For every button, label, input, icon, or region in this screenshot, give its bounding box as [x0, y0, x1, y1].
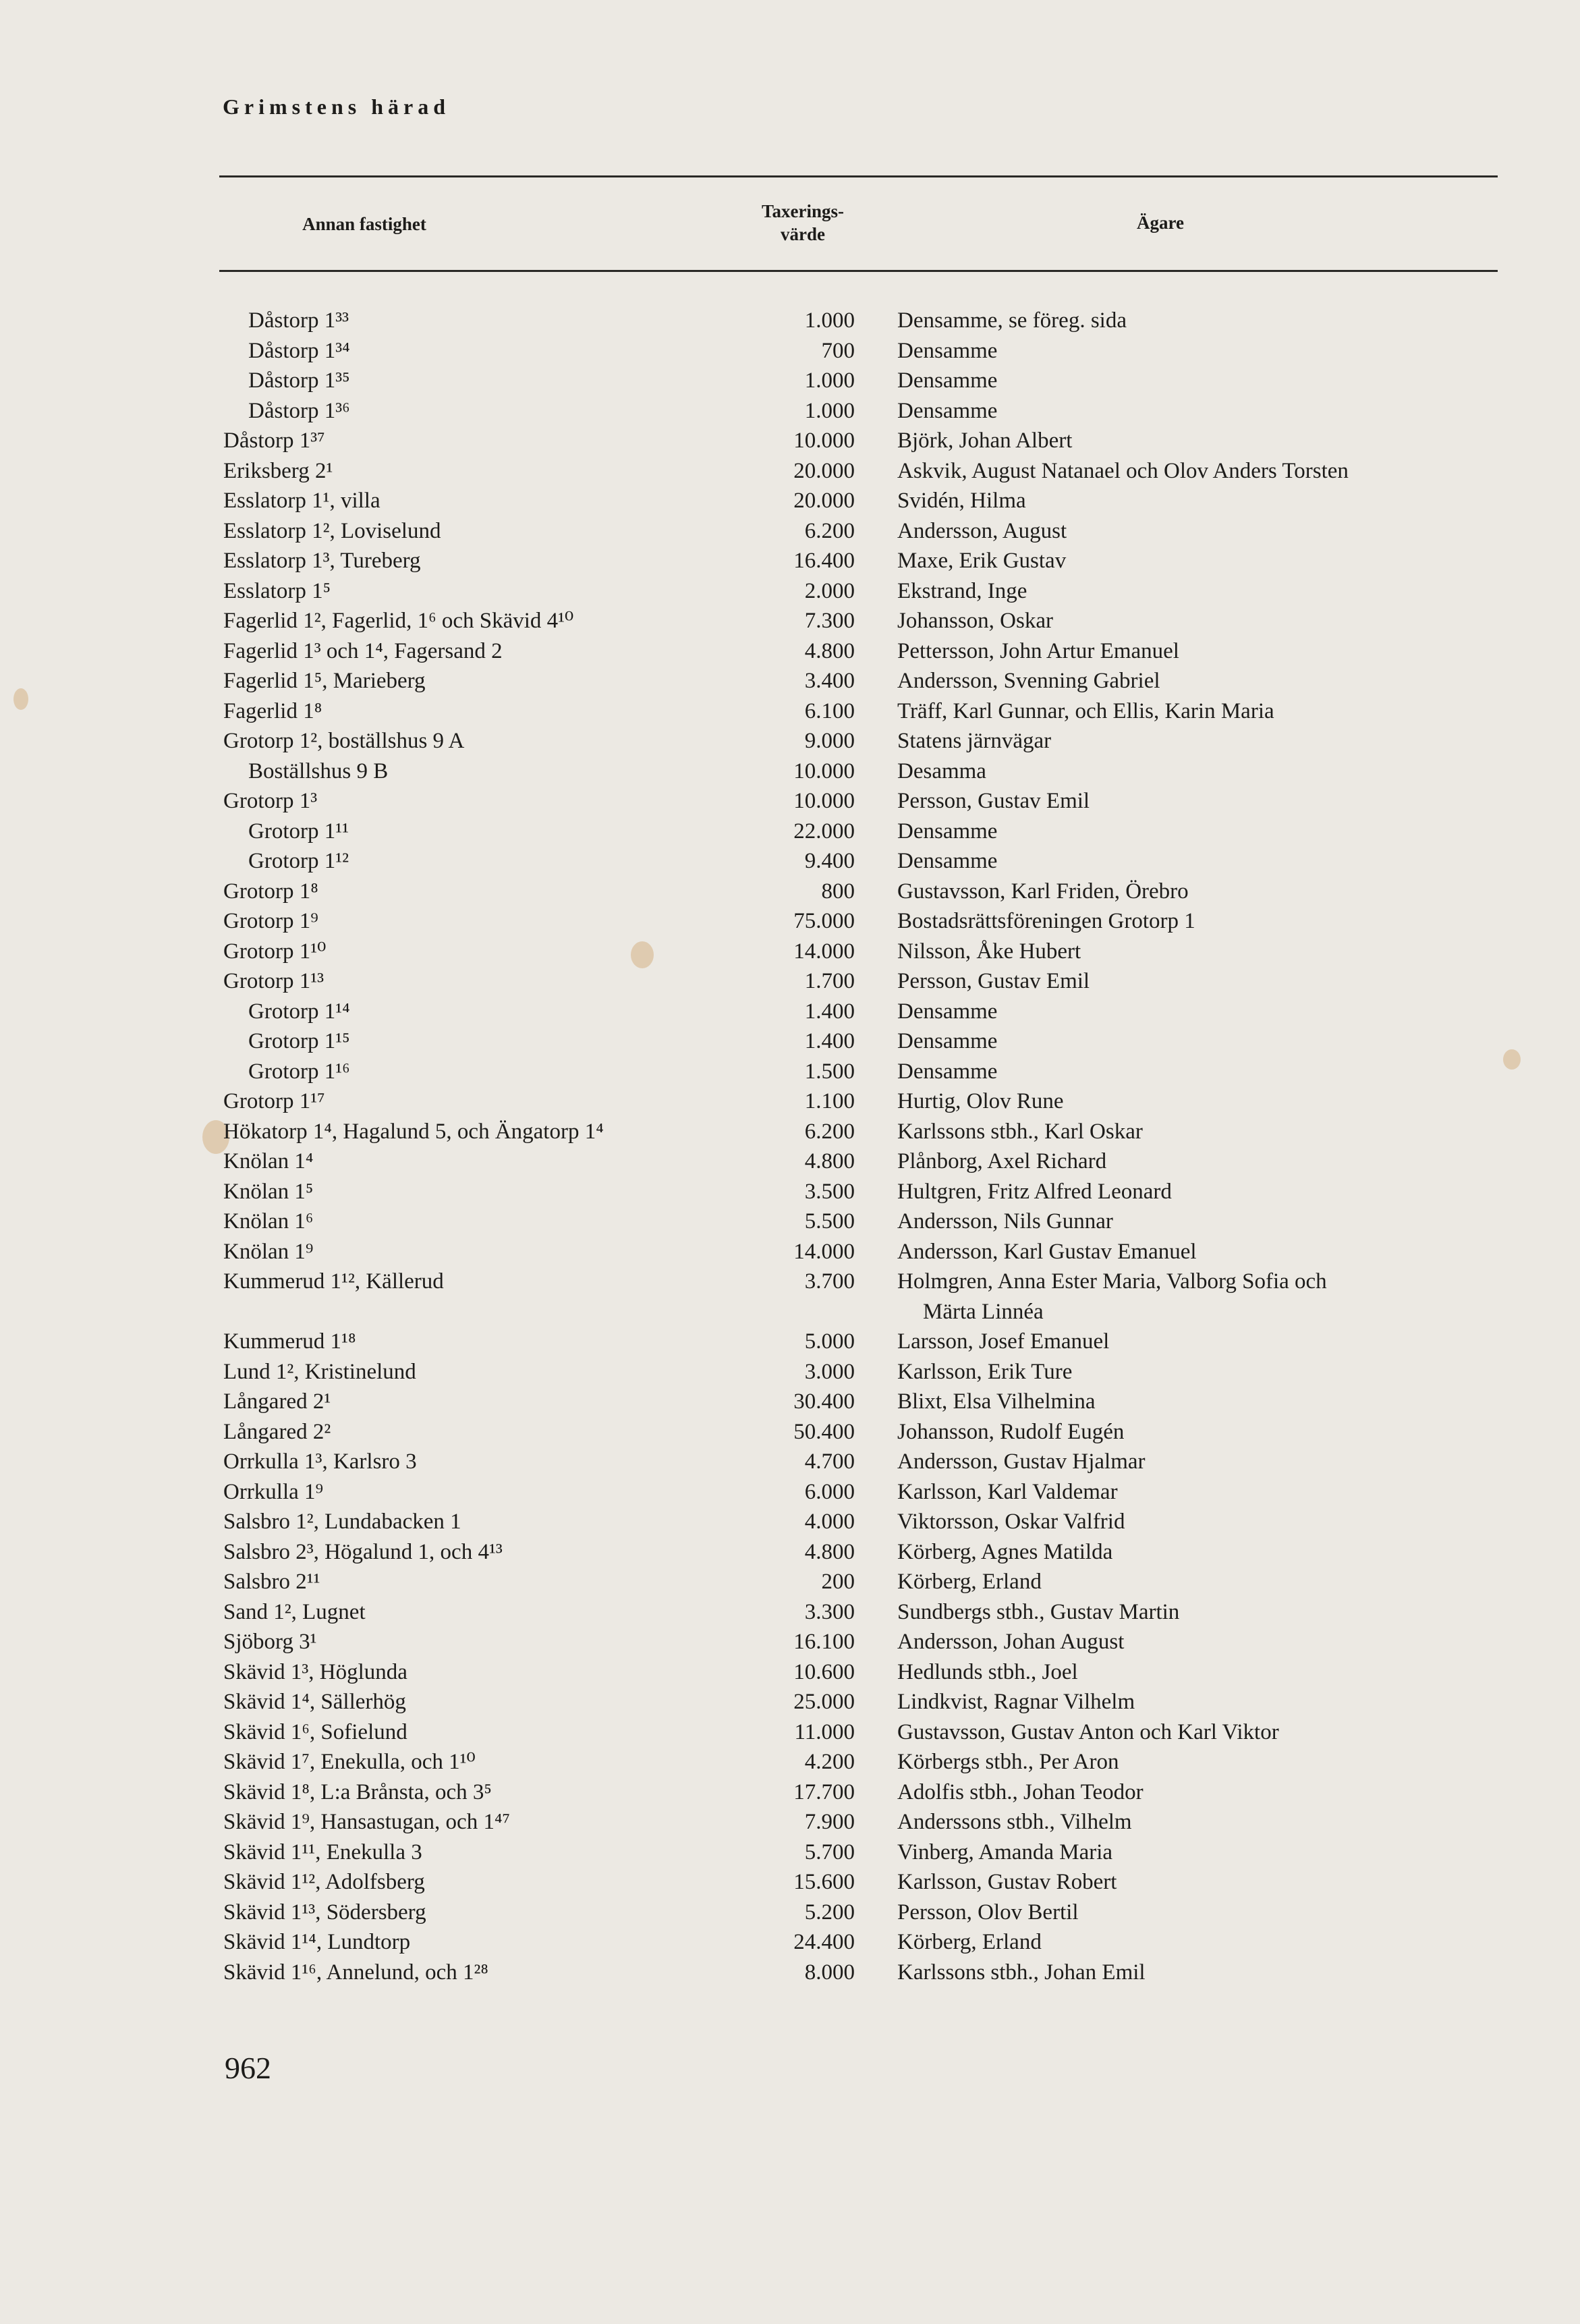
owner-cell	[897, 726, 1504, 756]
value-cell: 2.000	[804, 578, 855, 603]
owner-cell	[897, 877, 1504, 907]
property-cell: Grotorp 1¹⁷	[223, 1089, 325, 1113]
table-row	[0, 1117, 1580, 1147]
property-cell: Skävid 1¹⁴, Lundtorp	[223, 1930, 411, 1954]
property-cell: Grotorp 1⁸	[223, 879, 318, 904]
owner-cell	[897, 1146, 1504, 1177]
owner-cell	[897, 756, 1504, 787]
owner-text: Statens järnvägar	[897, 729, 1052, 753]
table-row	[0, 1747, 1580, 1777]
owner-text: Blixt, Elsa Vilhelmina	[897, 1389, 1096, 1414]
property-cell: Skävid 1⁴, Sällerhög	[223, 1690, 406, 1714]
value-cell: 9.000	[804, 729, 855, 753]
property-cell: Esslatorp 1¹, villa	[223, 489, 380, 513]
value-cell: 14.000	[793, 939, 855, 964]
owner-text: Körberg, Agnes Matilda	[897, 1539, 1113, 1564]
owner-cell	[897, 366, 1504, 396]
property-cell: Fagerlid 1², Fagerlid, 1⁶ och Skävid 4¹⁰	[223, 609, 574, 633]
property-cell: Kummerud 1¹², Källerud	[223, 1269, 444, 1294]
property-cell: Dåstorp 1³⁵	[248, 368, 350, 393]
owner-cell	[897, 576, 1504, 607]
owner-text: Holmgren, Anna Ester Maria, Valborg Sofia och	[897, 1269, 1327, 1294]
owner-cell	[897, 1117, 1504, 1147]
property-cell: Grotorp 1¹²	[248, 849, 349, 873]
table-row	[0, 696, 1580, 727]
owner-cell	[897, 1597, 1504, 1628]
owner-cell	[897, 937, 1504, 967]
property-cell: Fagerlid 1⁵, Marieberg	[223, 669, 426, 693]
owner-text: Andersson, Gustav Hjalmar	[897, 1449, 1146, 1474]
table-row	[0, 1927, 1580, 1958]
value-cell: 4.800	[804, 1539, 855, 1564]
owner-text: Desamma	[897, 758, 986, 783]
property-cell: Dåstorp 1³³	[248, 308, 349, 333]
table-row	[0, 1417, 1580, 1447]
owner-text: Densamme	[897, 398, 998, 423]
owner-text: Adolfis stbh., Johan Teodor	[897, 1779, 1144, 1804]
property-cell: Långared 2²	[223, 1419, 331, 1444]
value-cell: 10.000	[793, 428, 855, 453]
value-cell: 1.500	[804, 1059, 855, 1084]
property-cell: Esslatorp 1⁵	[223, 578, 331, 603]
owner-cell	[897, 1898, 1504, 1928]
owner-text: Densamme	[897, 849, 998, 873]
owner-cell	[897, 1807, 1504, 1837]
header-rule-top	[219, 175, 1498, 177]
owner-text: Karlssons stbh., Karl Oskar	[897, 1119, 1143, 1144]
table-row	[0, 1327, 1580, 1357]
header-rule-bottom	[219, 270, 1498, 272]
property-cell: Hökatorp 1⁴, Hagalund 5, och Ängatorp 1⁴	[223, 1119, 604, 1144]
table-row	[0, 1687, 1580, 1717]
page-number: 962	[225, 2051, 271, 2085]
owner-text: Körberg, Erland	[897, 1930, 1042, 1954]
owner-cell	[897, 1567, 1504, 1597]
table-row	[0, 1177, 1580, 1207]
owner-cell	[897, 396, 1504, 426]
property-cell: Sand 1², Lugnet	[223, 1599, 366, 1624]
owner-text: Andersson, Svenning Gabriel	[897, 669, 1160, 693]
table-row	[0, 1898, 1580, 1928]
value-cell: 4.800	[804, 638, 855, 663]
owner-text: Plånborg, Axel Richard	[897, 1149, 1107, 1173]
table-row	[0, 1627, 1580, 1657]
property-cell: Grotorp 1¹⁵	[248, 1029, 350, 1053]
owner-text: Körbergs stbh., Per Aron	[897, 1750, 1119, 1774]
owner-text: Sundbergs stbh., Gustav Martin	[897, 1599, 1180, 1624]
value-cell: 3.700	[804, 1269, 855, 1294]
owner-text: Karlssons stbh., Johan Emil	[897, 1960, 1146, 1985]
value-cell: 1.000	[804, 398, 855, 423]
table-row	[0, 817, 1580, 847]
value-cell: 3.300	[804, 1599, 855, 1624]
owner-text: Andersson, Johan August	[897, 1630, 1125, 1654]
table-row	[0, 1537, 1580, 1568]
owner-cell	[897, 636, 1504, 667]
table-row	[0, 966, 1580, 997]
value-cell: 5.700	[804, 1839, 855, 1864]
table-row	[0, 336, 1580, 366]
table-row	[0, 636, 1580, 667]
table-row	[0, 1807, 1580, 1837]
table-row	[0, 1026, 1580, 1057]
owner-text: Densamme	[897, 368, 998, 393]
owner-text: Körberg, Erland	[897, 1570, 1042, 1594]
value-cell: 10.000	[793, 789, 855, 813]
owner-text: Gustavsson, Karl Friden, Örebro	[897, 879, 1189, 904]
property-cell: Knölan 1⁵	[223, 1179, 314, 1204]
table-row	[0, 877, 1580, 907]
table-row	[0, 306, 1580, 336]
value-cell: 3.400	[804, 669, 855, 693]
value-cell: 10.000	[793, 758, 855, 783]
owner-text: Vinberg, Amanda Maria	[897, 1839, 1113, 1864]
owner-cell	[897, 306, 1504, 336]
property-cell: Skävid 1¹¹, Enekulla 3	[223, 1839, 422, 1864]
owner-cell	[897, 1026, 1504, 1057]
value-cell: 6.200	[804, 1119, 855, 1144]
column-header-value-line1: Taxerings-	[761, 201, 844, 221]
owner-text: Bostadsrättsföreningen Grotorp 1	[897, 909, 1195, 933]
table-row	[0, 366, 1580, 396]
value-cell: 3.500	[804, 1179, 855, 1204]
value-cell: 50.400	[793, 1419, 855, 1444]
table-row	[0, 1086, 1580, 1117]
owner-cell	[897, 486, 1504, 516]
property-cell: Skävid 1¹⁶, Annelund, och 1²⁸	[223, 1960, 488, 1985]
property-cell: Lund 1², Kristinelund	[223, 1359, 416, 1384]
owner-text: Andersson, Nils Gunnar	[897, 1209, 1113, 1234]
owner-text: Pettersson, John Artur Emanuel	[897, 638, 1179, 663]
property-cell: Skävid 1⁹, Hansastugan, och 1⁴⁷	[223, 1810, 510, 1834]
owner-cell	[897, 1447, 1504, 1477]
owner-text: Johansson, Rudolf Eugén	[897, 1419, 1125, 1444]
owner-cell	[897, 1867, 1504, 1898]
table-row	[0, 726, 1580, 756]
page-header: Grimstens härad	[223, 94, 450, 119]
owner-text-continued: Märta Linnéa	[923, 1299, 1044, 1324]
owner-text: Densamme	[897, 338, 998, 363]
value-cell: 5.000	[804, 1329, 855, 1354]
property-cell: Skävid 1⁸, L:a Brånsta, och 3⁵	[223, 1779, 492, 1804]
value-cell: 800	[821, 879, 855, 904]
owner-text: Karlsson, Karl Valdemar	[897, 1479, 1118, 1504]
property-cell: Skävid 1⁷, Enekulla, och 1¹⁰	[223, 1750, 476, 1774]
owner-text: Hurtig, Olov Rune	[897, 1089, 1064, 1113]
value-cell: 1.400	[804, 999, 855, 1024]
table-row	[0, 426, 1580, 456]
property-cell: Skävid 1¹², Adolfsberg	[223, 1870, 425, 1894]
owner-text: Lindkvist, Ragnar Vilhelm	[897, 1690, 1135, 1714]
owner-cell	[897, 336, 1504, 366]
table-row	[0, 486, 1580, 516]
owner-cell	[897, 1537, 1504, 1568]
table-row	[0, 1237, 1580, 1267]
table-row	[0, 1477, 1580, 1507]
owner-cell	[897, 1177, 1504, 1207]
property-cell: Skävid 1³, Höglunda	[223, 1659, 407, 1684]
owner-text: Hultgren, Fritz Alfred Leonard	[897, 1179, 1172, 1204]
owner-cell	[897, 1747, 1504, 1777]
owner-cell	[897, 1267, 1504, 1327]
property-cell: Orrkulla 1³, Karlsro 3	[223, 1449, 417, 1474]
value-cell: 7.900	[804, 1810, 855, 1834]
table-row	[0, 937, 1580, 967]
owner-text: Andersson, Karl Gustav Emanuel	[897, 1239, 1197, 1264]
owner-text: Persson, Gustav Emil	[897, 969, 1090, 993]
value-cell: 10.600	[793, 1659, 855, 1684]
property-cell: Dåstorp 1³⁴	[248, 338, 350, 363]
value-cell: 20.000	[793, 489, 855, 513]
property-cell: Grotorp 1¹⁶	[248, 1059, 350, 1084]
value-cell: 8.000	[804, 1960, 855, 1985]
owner-cell	[897, 516, 1504, 547]
property-cell: Skävid 1¹³, Södersberg	[223, 1900, 426, 1925]
owner-cell	[897, 1057, 1504, 1087]
value-cell: 1.100	[804, 1089, 855, 1113]
property-cell: Salsbro 2¹¹	[223, 1570, 320, 1594]
value-cell: 16.400	[793, 549, 855, 573]
owner-cell	[897, 1237, 1504, 1267]
owner-cell	[897, 1958, 1504, 1988]
property-cell: Grotorp 1³	[223, 789, 318, 813]
owner-text: Askvik, August Natanael och Olov Anders Torsten	[897, 458, 1349, 483]
owner-text: Densamme, se föreg. sida	[897, 308, 1127, 333]
value-cell: 3.000	[804, 1359, 855, 1384]
column-header-value-line2: värde	[781, 224, 825, 244]
owner-cell	[897, 606, 1504, 636]
value-cell: 4.000	[804, 1510, 855, 1534]
property-cell: Esslatorp 1², Loviselund	[223, 518, 441, 543]
property-cell: Orrkulla 1⁹	[223, 1479, 324, 1504]
table-row	[0, 1867, 1580, 1898]
table-row	[0, 786, 1580, 817]
table-row	[0, 1146, 1580, 1177]
property-cell: Fagerlid 1³ och 1⁴, Fagersand 2	[223, 638, 503, 663]
owner-text: Karlsson, Erik Ture	[897, 1359, 1073, 1384]
owner-cell	[897, 817, 1504, 847]
value-cell: 4.200	[804, 1750, 855, 1774]
owner-cell	[897, 1086, 1504, 1117]
value-cell: 7.300	[804, 609, 855, 633]
table-row	[0, 1837, 1580, 1868]
table-row	[0, 666, 1580, 696]
value-cell: 20.000	[793, 458, 855, 483]
owner-cell	[897, 666, 1504, 696]
owner-cell	[897, 1357, 1504, 1387]
table-row	[0, 846, 1580, 877]
table-row	[0, 1207, 1580, 1237]
value-cell: 15.600	[793, 1870, 855, 1894]
owner-text: Andersson, August	[897, 518, 1067, 543]
owner-cell	[897, 1417, 1504, 1447]
value-cell: 5.500	[804, 1209, 855, 1234]
owner-cell	[897, 966, 1504, 997]
column-header-property: Annan fastighet	[302, 214, 426, 234]
table-row	[0, 606, 1580, 636]
table-row	[0, 1717, 1580, 1748]
table-row	[0, 1387, 1580, 1417]
owner-cell	[897, 1477, 1504, 1507]
table-row	[0, 576, 1580, 607]
value-cell: 17.700	[793, 1779, 855, 1804]
value-cell: 5.200	[804, 1900, 855, 1925]
property-cell: Eriksberg 2¹	[223, 458, 333, 483]
owner-text: Persson, Gustav Emil	[897, 789, 1090, 813]
property-cell: Långared 2¹	[223, 1389, 331, 1414]
value-cell: 16.100	[793, 1630, 855, 1654]
value-cell: 200	[821, 1570, 855, 1594]
owner-text: Viktorsson, Oskar Valfrid	[897, 1510, 1125, 1534]
owner-cell	[897, 1207, 1504, 1237]
table-row	[0, 1597, 1580, 1628]
value-cell: 700	[821, 338, 855, 363]
property-cell: Knölan 1⁴	[223, 1149, 314, 1173]
value-cell: 1.000	[804, 308, 855, 333]
owner-cell	[897, 546, 1504, 576]
value-cell: 30.400	[793, 1389, 855, 1414]
owner-cell	[897, 1837, 1504, 1868]
property-cell: Grotorp 1¹³	[223, 969, 325, 993]
owner-text: Karlsson, Gustav Robert	[897, 1870, 1117, 1894]
owner-text: Gustavsson, Gustav Anton och Karl Viktor	[897, 1719, 1279, 1744]
table-row	[0, 1777, 1580, 1808]
property-cell: Knölan 1⁶	[223, 1209, 314, 1234]
table-row	[0, 1958, 1580, 1988]
column-header-value	[735, 200, 870, 246]
owner-text: Nilsson, Åke Hubert	[897, 939, 1081, 964]
property-cell: Skävid 1⁶, Sofielund	[223, 1719, 407, 1744]
table-row	[0, 1507, 1580, 1537]
value-cell: 22.000	[793, 819, 855, 843]
owner-cell	[897, 1387, 1504, 1417]
owner-text: Densamme	[897, 1059, 998, 1084]
value-cell: 1.400	[804, 1029, 855, 1053]
table-row	[0, 1057, 1580, 1087]
column-header-owner: Ägare	[1137, 213, 1184, 233]
property-cell: Grotorp 1¹⁴	[248, 999, 350, 1024]
property-cell: Dåstorp 1³⁶	[248, 398, 350, 423]
value-cell: 25.000	[793, 1690, 855, 1714]
table-row	[0, 997, 1580, 1027]
property-cell: Fagerlid 1⁸	[223, 698, 322, 723]
table-row	[0, 1567, 1580, 1597]
owner-text: Träff, Karl Gunnar, och Ellis, Karin Maria	[897, 698, 1274, 723]
property-cell: Kummerud 1¹⁸	[223, 1329, 356, 1354]
property-cell: Dåstorp 1³⁷	[223, 428, 325, 453]
value-cell: 1.000	[804, 368, 855, 393]
table-row	[0, 1267, 1580, 1327]
owner-text: Persson, Olov Bertil	[897, 1900, 1079, 1925]
owner-text: Densamme	[897, 819, 998, 843]
table-row	[0, 1657, 1580, 1688]
table-row	[0, 456, 1580, 487]
owner-cell	[897, 786, 1504, 817]
owner-cell	[897, 1507, 1504, 1537]
owner-text: Hedlunds stbh., Joel	[897, 1659, 1078, 1684]
value-cell: 6.200	[804, 518, 855, 543]
value-cell: 9.400	[804, 849, 855, 873]
owner-cell	[897, 846, 1504, 877]
owner-cell	[897, 1927, 1504, 1958]
value-cell: 11.000	[794, 1719, 855, 1744]
owner-cell	[897, 1687, 1504, 1717]
owner-text: Johansson, Oskar	[897, 609, 1053, 633]
owner-text: Ekstrand, Inge	[897, 578, 1027, 603]
property-cell: Esslatorp 1³, Tureberg	[223, 549, 421, 573]
value-cell: 1.700	[804, 969, 855, 993]
value-cell: 4.800	[804, 1149, 855, 1173]
property-cell: Boställshus 9 B	[248, 758, 389, 783]
owner-text: Maxe, Erik Gustav	[897, 549, 1067, 573]
value-cell: 6.000	[804, 1479, 855, 1504]
owner-cell	[897, 426, 1504, 456]
table-row	[0, 1447, 1580, 1477]
property-cell: Grotorp 1⁹	[223, 909, 318, 933]
property-cell: Grotorp 1¹¹	[248, 819, 349, 843]
owner-cell	[897, 456, 1504, 487]
property-cell: Knölan 1⁹	[223, 1239, 314, 1264]
value-cell: 14.000	[793, 1239, 855, 1264]
property-table	[0, 306, 1580, 1987]
owner-text: Densamme	[897, 1029, 998, 1053]
owner-text: Larsson, Josef Emanuel	[897, 1329, 1110, 1354]
table-row	[0, 1357, 1580, 1387]
table-row	[0, 396, 1580, 426]
table-row	[0, 516, 1580, 547]
value-cell: 6.100	[804, 698, 855, 723]
owner-cell	[897, 906, 1504, 937]
owner-text: Björk, Johan Albert	[897, 428, 1073, 453]
owner-text: Anderssons stbh., Vilhelm	[897, 1810, 1132, 1834]
property-cell: Sjöborg 3¹	[223, 1630, 317, 1654]
property-cell: Grotorp 1¹⁰	[223, 939, 327, 964]
property-cell: Salsbro 2³, Högalund 1, och 4¹³	[223, 1539, 503, 1564]
owner-cell	[897, 1717, 1504, 1748]
owner-cell	[897, 1777, 1504, 1808]
value-cell: 4.700	[804, 1449, 855, 1474]
property-cell: Salsbro 1², Lundabacken 1	[223, 1510, 461, 1534]
owner-cell	[897, 1627, 1504, 1657]
table-row	[0, 756, 1580, 787]
owner-cell	[897, 997, 1504, 1027]
table-row	[0, 906, 1580, 937]
owner-cell	[897, 1657, 1504, 1688]
owner-cell	[897, 1327, 1504, 1357]
owner-cell	[897, 696, 1504, 727]
owner-text: Svidén, Hilma	[897, 489, 1026, 513]
property-cell: Grotorp 1², boställshus 9 A	[223, 729, 465, 753]
table-row	[0, 546, 1580, 576]
owner-text: Densamme	[897, 999, 998, 1024]
value-cell: 24.400	[793, 1930, 855, 1954]
value-cell: 75.000	[793, 909, 855, 933]
